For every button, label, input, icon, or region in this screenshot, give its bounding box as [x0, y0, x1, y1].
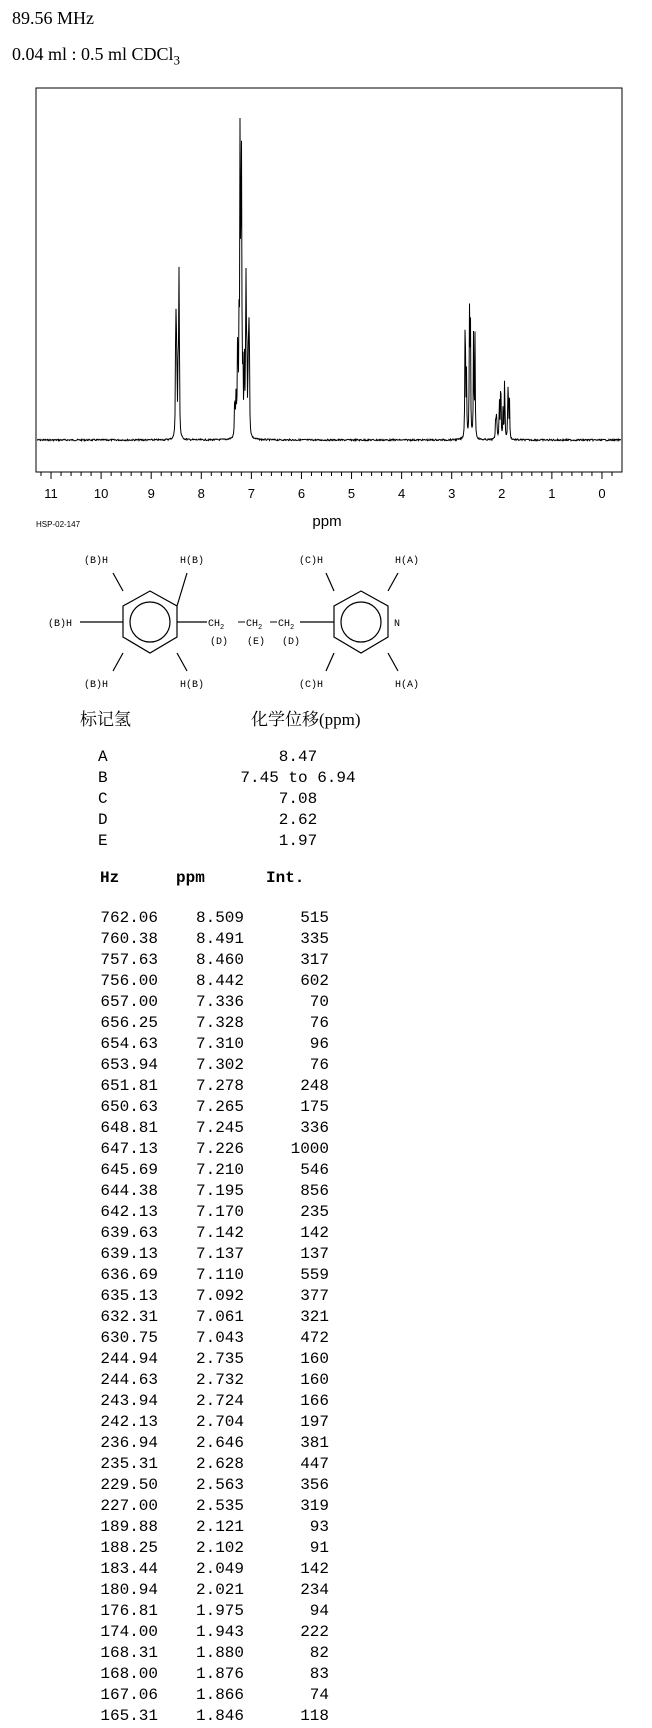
assignment-shift: 7.45 to 6.94 [240, 769, 356, 787]
assignment-shift: 2.62 [278, 811, 318, 829]
peak-hz: 244.63 [100, 1371, 158, 1389]
peak-hz: 654.63 [100, 1035, 158, 1053]
assignment-label: E [98, 832, 108, 850]
peak-hz: 235.31 [100, 1455, 158, 1473]
peak-ppm: 2.735 [195, 1350, 244, 1368]
assignment-label: D [98, 811, 108, 829]
peak-int: 319 [300, 1497, 329, 1515]
peak-int: 197 [300, 1413, 329, 1431]
assignment-shift: 8.47 [278, 748, 318, 766]
tick-label: 2 [498, 486, 506, 501]
peak-int: 472 [300, 1329, 329, 1347]
label-b-left: (B)H [48, 619, 73, 630]
peak-int: 74 [309, 1686, 329, 1704]
header-int: Int. [266, 869, 305, 887]
peak-int: 82 [309, 1644, 329, 1662]
peak-int: 336 [300, 1119, 329, 1137]
peak-hz: 168.31 [100, 1644, 158, 1662]
peak-ppm: 1.943 [195, 1623, 244, 1641]
peak-ppm: 2.724 [195, 1392, 244, 1410]
peak-int: 381 [300, 1434, 329, 1452]
peak-int: 93 [309, 1518, 329, 1536]
peak-ppm: 7.310 [195, 1035, 244, 1053]
peak-ppm: 7.170 [195, 1203, 244, 1221]
peak-ppm: 7.195 [195, 1182, 244, 1200]
peak-ppm: 2.021 [195, 1581, 244, 1599]
peak-int: 118 [300, 1707, 329, 1725]
peak-ppm: 1.866 [195, 1686, 244, 1704]
peak-hz: 648.81 [100, 1119, 158, 1137]
label-b-bottom-left: (B)H [84, 680, 109, 691]
peak-ppm: 1.876 [195, 1665, 244, 1683]
peak-hz: 656.25 [100, 1014, 158, 1032]
peak-int: 559 [300, 1266, 329, 1284]
peak-int: 602 [300, 972, 329, 990]
peak-hz: 183.44 [100, 1560, 158, 1578]
peak-int: 76 [309, 1056, 329, 1074]
peak-ppm: 8.460 [195, 951, 244, 969]
peak-ppm: 7.043 [195, 1329, 244, 1347]
peak-hz: 242.13 [100, 1413, 158, 1431]
peak-ppm: 2.628 [195, 1455, 244, 1473]
chain-ch2-1: $CH_2$ [208, 619, 225, 632]
peak-ppm: 7.110 [195, 1266, 244, 1284]
peak-int: 160 [300, 1371, 329, 1389]
tick-label: 11 [44, 486, 58, 501]
peak-int: 166 [300, 1392, 329, 1410]
peak-hz: 635.13 [100, 1287, 158, 1305]
peak-ppm: 7.245 [195, 1119, 244, 1137]
peak-int: 91 [309, 1539, 329, 1557]
tick-label: 10 [93, 486, 109, 501]
peak-hz: 642.13 [100, 1203, 158, 1221]
peak-hz: 639.13 [100, 1245, 158, 1263]
peak-hz: 176.81 [100, 1602, 158, 1620]
peak-ppm: 7.278 [195, 1077, 244, 1095]
label-c-bottom: (C)H [299, 680, 324, 691]
assignment-shift: 1.97 [278, 832, 318, 850]
peak-hz: 632.31 [100, 1308, 158, 1326]
peak-hz: 636.69 [100, 1266, 158, 1284]
label-e: (E) [247, 637, 266, 648]
tick-label: 9 [147, 486, 155, 501]
peak-hz: 645.69 [100, 1161, 158, 1179]
chain-ch2-3: $CH_2$ [278, 619, 295, 632]
tick-label: 4 [398, 486, 406, 501]
peak-hz: 639.63 [100, 1224, 158, 1242]
peak-ppm: 7.265 [195, 1098, 244, 1116]
peak-int: 356 [300, 1476, 329, 1494]
peak-hz: 651.81 [100, 1077, 158, 1095]
peak-int: 142 [300, 1560, 329, 1578]
peak-hz: 644.38 [100, 1182, 158, 1200]
peak-int: 142 [300, 1224, 329, 1242]
tick-label: 6 [297, 486, 306, 501]
peak-ppm: 2.121 [195, 1518, 244, 1536]
label-c-top: (C)H [299, 556, 324, 567]
peak-ppm: 2.732 [195, 1371, 244, 1389]
peak-ppm: 7.142 [195, 1224, 244, 1242]
tick-label: 7 [247, 486, 255, 501]
assignment-label: A [98, 748, 108, 766]
label-b-bottom-right: H(B) [180, 680, 205, 691]
peak-ppm: 7.092 [195, 1287, 244, 1305]
peak-int: 546 [300, 1161, 329, 1179]
peak-hz: 229.50 [100, 1476, 158, 1494]
peak-hz: 653.94 [100, 1056, 158, 1074]
label-b-top-left: (B)H [84, 556, 109, 567]
peak-int: 321 [300, 1308, 329, 1326]
peak-int: 515 [300, 909, 329, 927]
label-b-top-right: H(B) [180, 556, 205, 567]
tick-label: 0 [598, 486, 606, 501]
peak-int: 248 [300, 1077, 329, 1095]
label-n-atom: N [394, 619, 401, 630]
peak-ppm: 2.563 [195, 1476, 244, 1494]
label-d1: (D) [210, 637, 229, 648]
x-axis-label: ppm [312, 513, 342, 530]
peak-hz: 168.00 [100, 1665, 158, 1683]
peak-hz: 189.88 [100, 1518, 158, 1536]
spectrometer-frequency: 89.56 MHz [12, 8, 94, 28]
molecule-structure [0, 0, 652, 700]
peak-hz: 757.63 [100, 951, 158, 969]
peak-int: 137 [300, 1245, 329, 1263]
label-a-bottom: H(A) [395, 680, 420, 691]
peak-hz: 227.00 [100, 1497, 158, 1515]
peak-ppm: 2.049 [195, 1560, 244, 1578]
peak-int: 70 [309, 993, 329, 1011]
peak-int: 222 [300, 1623, 329, 1641]
assignment-header-shift: 化学位移(ppm) [251, 710, 361, 729]
peak-ppm: 2.646 [195, 1434, 244, 1452]
assignment-label: B [98, 769, 108, 787]
label-a-top: H(A) [395, 556, 420, 567]
peak-int: 317 [300, 951, 329, 969]
peak-ppm: 7.328 [195, 1014, 244, 1032]
peak-ppm: 2.704 [195, 1413, 244, 1431]
peak-int: 175 [300, 1098, 329, 1116]
peak-hz: 630.75 [100, 1329, 158, 1347]
header-ppm: ppm [176, 869, 205, 887]
peak-int: 447 [300, 1455, 329, 1473]
label-d2: (D) [282, 637, 301, 648]
peak-ppm: 7.226 [195, 1140, 244, 1158]
peak-hz: 236.94 [100, 1434, 158, 1452]
peak-int: 234 [300, 1581, 329, 1599]
peak-int: 235 [300, 1203, 329, 1221]
peak-int: 83 [309, 1665, 329, 1683]
assignment-label: C [98, 790, 108, 808]
header-hz: Hz [100, 869, 120, 887]
peak-hz: 165.31 [100, 1707, 158, 1725]
peak-int: 76 [309, 1014, 329, 1032]
peak-hz: 188.25 [100, 1539, 158, 1557]
peak-hz: 180.94 [100, 1581, 158, 1599]
peak-hz: 762.06 [100, 909, 158, 927]
peak-int: 856 [300, 1182, 329, 1200]
peak-ppm: 2.535 [195, 1497, 244, 1515]
spectrum-code: HSP-02-147 [36, 520, 81, 529]
peak-ppm: 2.102 [195, 1539, 244, 1557]
peak-int: 94 [309, 1602, 329, 1620]
assignment-header-label: 标记氢 [80, 710, 131, 729]
tick-label: 8 [197, 486, 205, 501]
tick-label: 1 [548, 486, 556, 501]
peak-int: 1000 [290, 1140, 329, 1158]
peak-ppm: 8.442 [195, 972, 244, 990]
peak-int: 96 [309, 1035, 329, 1053]
peak-hz: 760.38 [100, 930, 158, 948]
sample-subscript: 3 [173, 52, 181, 68]
assignment-shift: 7.08 [278, 790, 318, 808]
benzene-ring [80, 573, 207, 671]
peak-hz: 244.94 [100, 1350, 158, 1368]
peak-hz: 243.94 [100, 1392, 158, 1410]
peak-hz: 174.00 [100, 1623, 158, 1641]
peak-ppm: 7.336 [195, 993, 244, 1011]
peak-ppm: 7.061 [195, 1308, 244, 1326]
peak-ppm: 1.846 [195, 1707, 244, 1725]
peak-int: 160 [300, 1350, 329, 1368]
tick-label: 3 [448, 486, 456, 501]
peak-hz: 647.13 [100, 1140, 158, 1158]
peak-ppm: 7.302 [195, 1056, 244, 1074]
peak-hz: 756.00 [100, 972, 158, 990]
chain-ch2-2: $CH_2$ [246, 619, 263, 632]
peak-ppm: 8.491 [195, 930, 244, 948]
peak-ppm: 1.880 [195, 1644, 244, 1662]
pyridine-ring [300, 573, 401, 671]
peak-hz: 167.06 [100, 1686, 158, 1704]
peak-int: 335 [300, 930, 329, 948]
sample-text: 0.04 ml : 0.5 ml CDCl [12, 44, 174, 64]
peak-int: 377 [300, 1287, 329, 1305]
peak-ppm: 1.975 [195, 1602, 244, 1620]
peak-ppm: 7.137 [195, 1245, 244, 1263]
peak-ppm: 8.509 [195, 909, 244, 927]
peak-ppm: 7.210 [195, 1161, 244, 1179]
tick-label: 5 [347, 486, 356, 501]
peak-hz: 657.00 [100, 993, 158, 1011]
peak-hz: 650.63 [100, 1098, 158, 1116]
